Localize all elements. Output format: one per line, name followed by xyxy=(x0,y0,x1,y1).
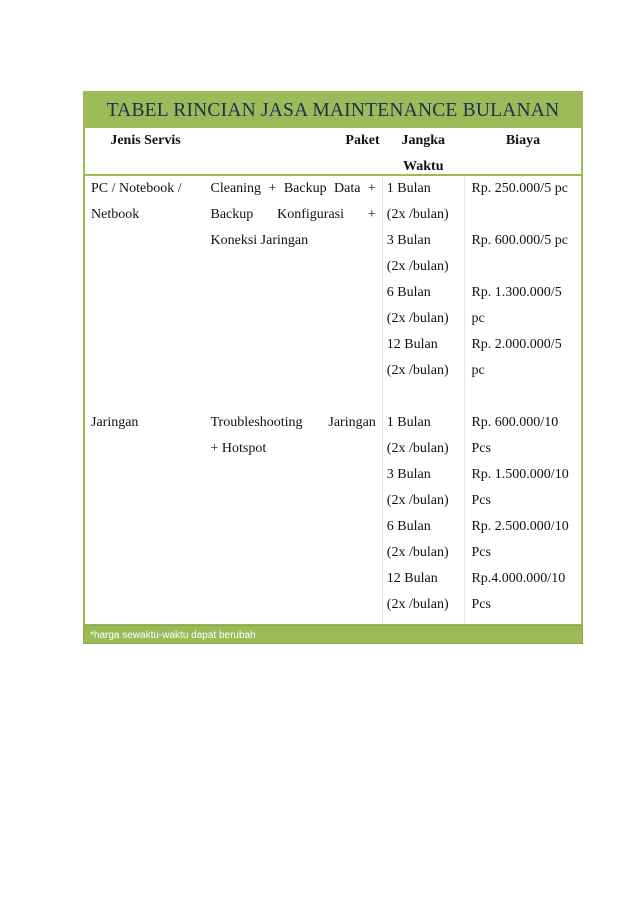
table-row xyxy=(85,410,581,624)
term-duration: 1 Bulan xyxy=(386,415,431,430)
paket-line: Backup Konfigurasi + xyxy=(210,207,376,222)
paket-line: + Hotspot xyxy=(210,441,267,456)
term-frequency: (2x /bulan) xyxy=(386,311,449,326)
price-line: Pcs xyxy=(471,597,491,612)
term-frequency: (2x /bulan) xyxy=(386,363,449,378)
price-line: Rp. 1.300.000/5 xyxy=(471,285,562,300)
cell-jangka-waktu xyxy=(382,410,466,624)
price-line: Rp. 1.500.000/10 xyxy=(471,467,569,482)
price-line xyxy=(471,202,581,228)
cell-biaya xyxy=(465,176,581,410)
price-line: Rp. 600.000/10 xyxy=(471,415,559,430)
term-frequency: (2x /bulan) xyxy=(386,597,449,612)
header-jangka-line2: Waktu xyxy=(403,159,444,174)
table-header-row xyxy=(85,128,581,176)
header-biaya: Biaya xyxy=(505,133,541,148)
table-title: TABEL RINCIAN JASA MAINTENANCE BULANAN xyxy=(85,93,581,128)
paket-line: Troubleshooting Jaringan xyxy=(210,415,376,430)
cell-jenis-servis xyxy=(85,410,207,624)
cell-biaya xyxy=(465,410,581,624)
term-duration: 3 Bulan xyxy=(386,467,431,482)
term-frequency: (2x /bulan) xyxy=(386,441,449,456)
cell-jangka-waktu xyxy=(382,176,466,410)
term-duration: 6 Bulan xyxy=(386,285,431,300)
price-line: Rp. 2.000.000/5 xyxy=(471,337,562,352)
term-duration: 12 Bulan xyxy=(386,337,438,352)
jenis-line: PC / Notebook / xyxy=(91,181,182,196)
jenis-line: Netbook xyxy=(91,207,140,222)
paket-line: Cleaning + Backup Data + xyxy=(210,181,376,196)
paket-line: Koneksi Jaringan xyxy=(210,233,309,248)
term-duration: 3 Bulan xyxy=(386,233,431,248)
cell-jenis-servis xyxy=(85,176,207,410)
term-duration: 6 Bulan xyxy=(386,519,431,534)
cell-paket xyxy=(207,410,382,624)
header-jangka-waktu xyxy=(382,128,465,174)
term-frequency: (2x /bulan) xyxy=(386,545,449,560)
cell-paket xyxy=(207,176,382,410)
price-line xyxy=(471,254,581,280)
term-frequency: (2x /bulan) xyxy=(386,493,449,508)
term-frequency: (2x /bulan) xyxy=(386,259,449,274)
price-line: Pcs xyxy=(471,545,491,560)
price-line: Pcs xyxy=(471,493,491,508)
maintenance-table xyxy=(83,91,583,626)
table-row xyxy=(85,176,581,410)
price-line: Rp. 600.000/5 pc xyxy=(471,233,568,248)
price-line: Rp. 250.000/5 pc xyxy=(471,181,568,196)
header-jangka-line1: Jangka xyxy=(401,133,446,148)
term-frequency: (2x /bulan) xyxy=(386,207,449,222)
header-jenis-servis: Jenis Servis xyxy=(110,133,181,148)
jenis-line: Jaringan xyxy=(91,415,139,430)
price-line: pc xyxy=(471,311,485,326)
footnote-bar: *harga sewaktu-waktu dapat berubah xyxy=(83,625,583,644)
term-duration: 1 Bulan xyxy=(386,181,431,196)
price-line: Pcs xyxy=(471,441,491,456)
price-line: Rp.4.000.000/10 xyxy=(471,571,566,586)
price-line: pc xyxy=(471,363,485,378)
term-duration: 12 Bulan xyxy=(386,571,438,586)
header-paket: Paket xyxy=(345,133,380,148)
price-line: Rp. 2.500.000/10 xyxy=(471,519,569,534)
